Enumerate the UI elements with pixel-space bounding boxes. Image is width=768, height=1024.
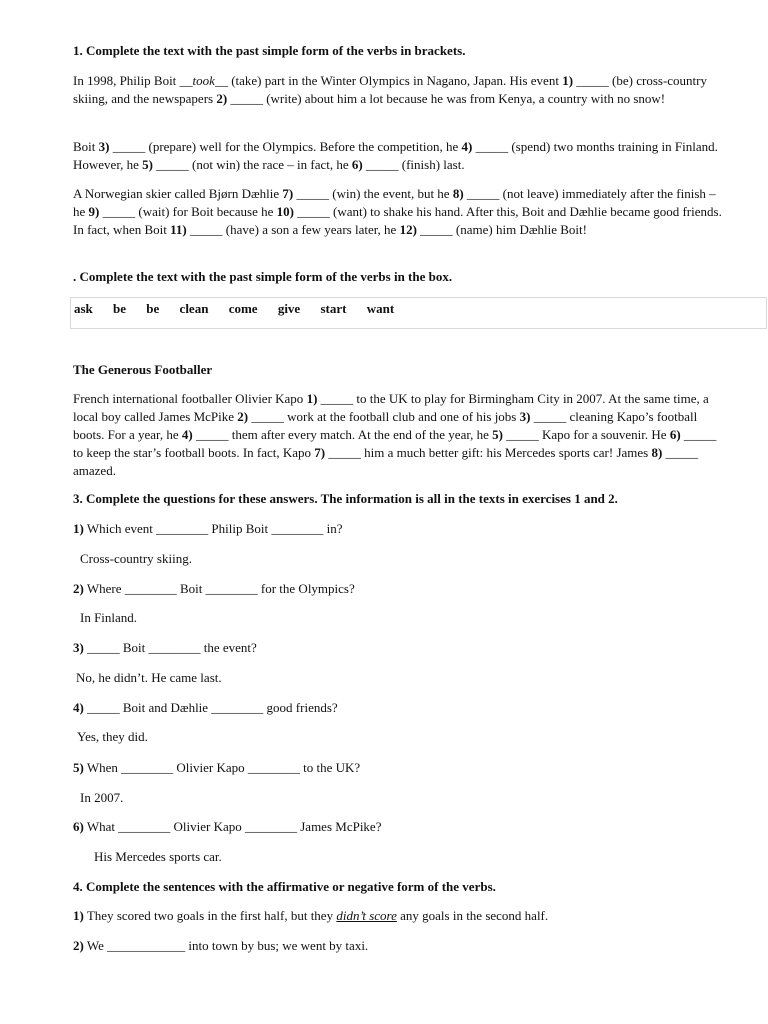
ex3-question-6: 6) What ________ Olivier Kapo ________ James McPike? <box>73 819 382 834</box>
ex3-answer-4: Yes, they did. <box>77 729 148 744</box>
ex2-heading: . Complete the text with the past simple form of the verbs in the box. <box>73 269 453 284</box>
ex1-paragraph-3: A Norwegian skier called Bjørn Dæhlie 7) _____ (win) the event, but he 8) _____ (not leave) immediately after the finish – he 9) _____ (wait) for Boit because he 10) _____ (want) to shake his hand. After this, Boit and Dæhlie became good friends. In fact, when Boit 11) _____ (have) a son a few years later, he 12) _____ (name) him Dæhlie Boit! <box>73 186 722 237</box>
ex2-paragraph: French international footballer Olivier Kapo 1) _____ to the UK to play for Birmingham City in 2007. At the same time, a local boy called James McPike 2) _____ work at the football club and one of his jobs 3) _____ cleaning Kapo’s football boots. For a year, he 4) _____ them after every match. At the end of the year, he 5) _____ Kapo for a souvenir. He 6) _____ to keep the star’s football boots. In fact, Kapo 7) _____ him a much better gift: his Mercedes sports car! James 8) _____ amazed. <box>73 391 717 478</box>
word-box-item: come <box>228 301 258 316</box>
ex3-answer-5: In 2007. <box>80 790 124 805</box>
ex1-heading: 1. Complete the text with the past simple form of the verbs in brackets. <box>73 43 466 58</box>
ex2-text-title: The Generous Footballer <box>73 362 213 377</box>
ex4-sentence-1: 1) They scored two goals in the first half, but they didn’t score any goals in the second half. <box>73 908 549 923</box>
ex3-question-5: 5) When ________ Olivier Kapo ________ to the UK? <box>73 760 361 775</box>
word-box-item: be <box>146 301 160 316</box>
word-box-item: give <box>277 301 301 316</box>
ex3-question-3: 3) _____ Boit ________ the event? <box>73 640 257 655</box>
ex3-answer-3: No, he didn’t. He came last. <box>76 670 222 685</box>
word-box-list <box>74 300 411 318</box>
word-box <box>70 297 767 329</box>
ex3-heading: 3. Complete the questions for these answers. The information is all in the texts in exercises 1 and 2. <box>73 491 618 506</box>
word-box-item: ask <box>74 301 93 316</box>
word-box-item: start <box>320 301 347 316</box>
word-box-item: want <box>366 301 395 316</box>
word-box-item: clean <box>179 301 209 316</box>
word-box-item: be <box>113 301 127 316</box>
ex1-paragraph-2: Boit 3) _____ (prepare) well for the Olympics. Before the competition, he 4) _____ (spend) two months training in Finland. However, he 5) _____ (not win) the race – in fact, he 6) _____ (finish) last. <box>73 139 718 172</box>
ex3-question-1: 1) Which event ________ Philip Boit ________ in? <box>73 521 343 536</box>
ex3-question-4: 4) _____ Boit and Dæhlie ________ good friends? <box>73 700 338 715</box>
ex3-answer-2: In Finland. <box>80 610 138 625</box>
ex1-paragraph-1: In 1998, Philip Boit __took__ (take) part in the Winter Olympics in Nagano, Japan. His event 1) _____ (be) cross-country skiing, and the newspapers 2) _____ (write) about him a lot because he was from Kenya, a country with no snow! <box>73 73 707 106</box>
ex4-sentence-2: 2) We ____________ into town by bus; we went by taxi. <box>73 938 369 953</box>
ex3-question-2: 2) Where ________ Boit ________ for the Olympics? <box>73 581 355 596</box>
ex3-answer-1: Cross-country skiing. <box>80 551 192 566</box>
ex4-heading: 4. Complete the sentences with the affirmative or negative form of the verbs. <box>73 879 496 894</box>
ex3-answer-6: His Mercedes sports car. <box>94 849 222 864</box>
